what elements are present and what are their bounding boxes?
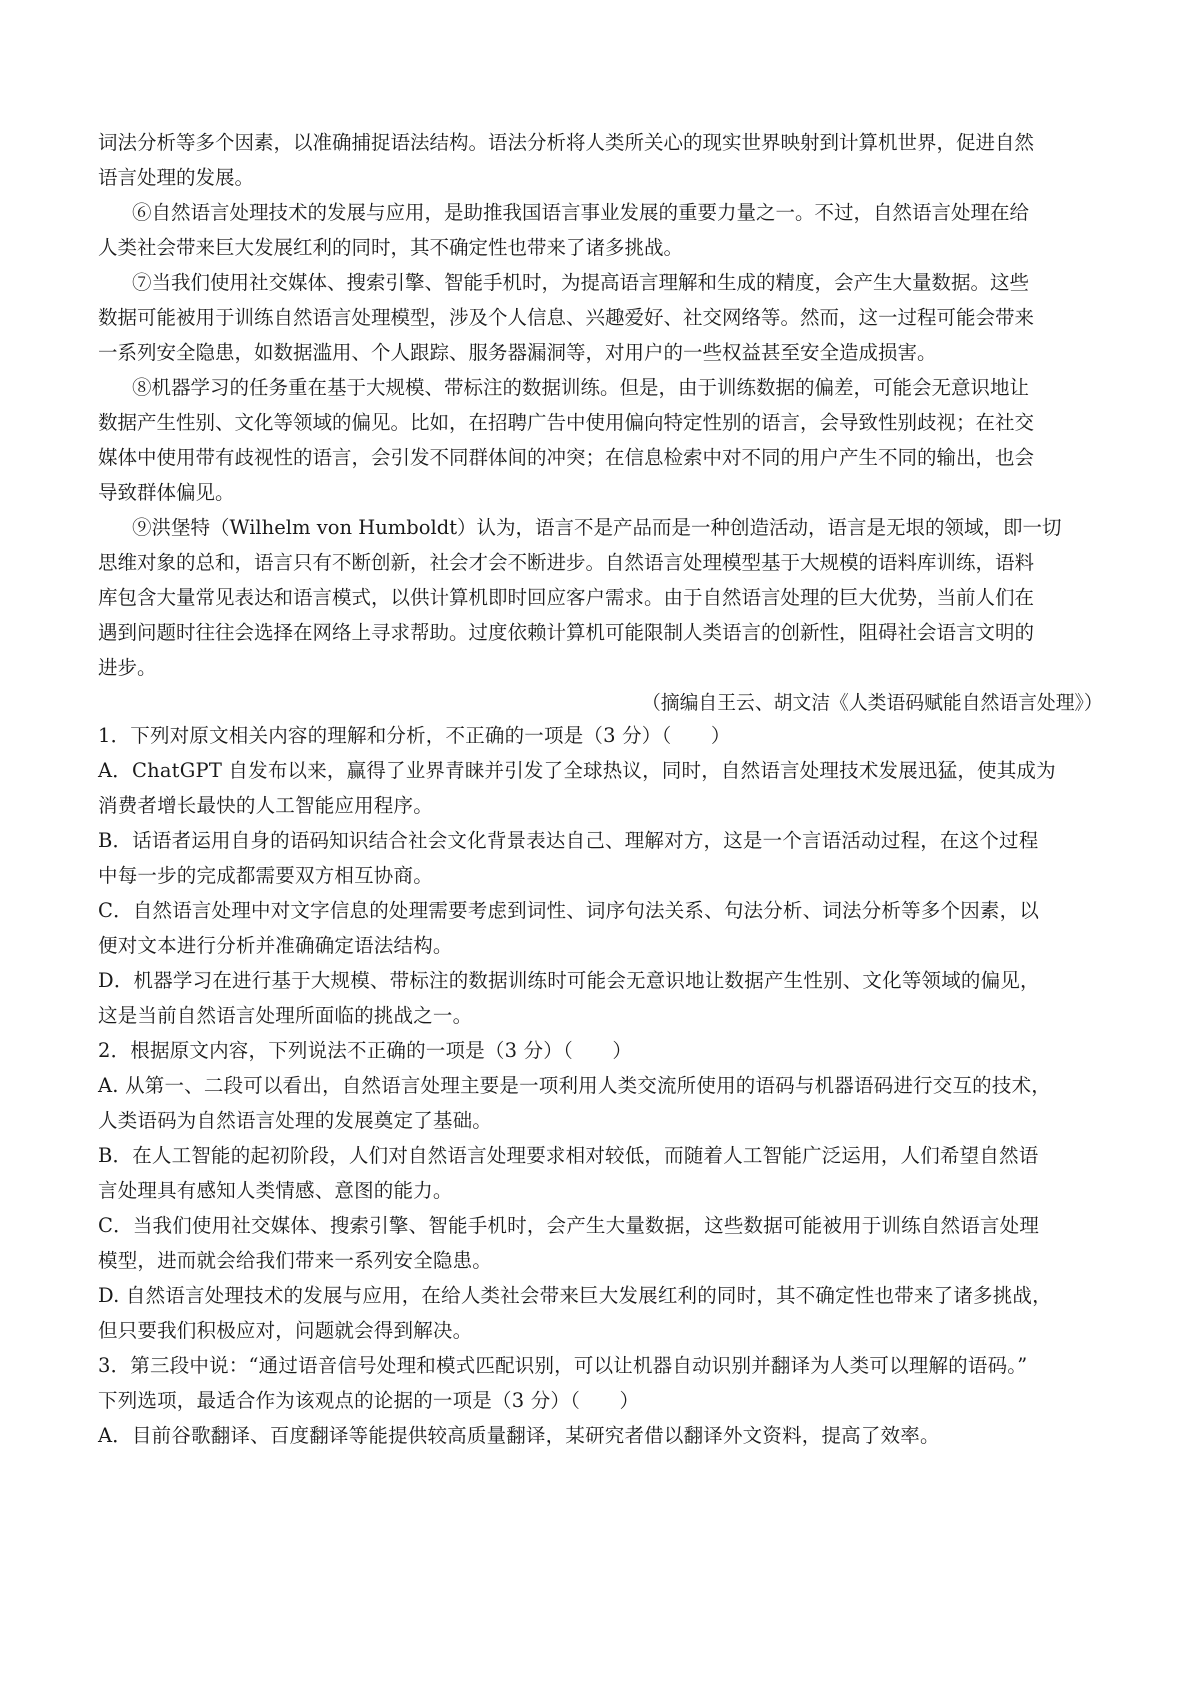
passage-line: 遇到问题时往往会选择在网络上寻求帮助。过度依赖计算机可能限制人类语言的创新性，阻碍社会语言文明的 — [98, 621, 1035, 644]
passage-line: 导致群体偏见。 — [98, 481, 235, 504]
question-2-option-d: D. 自然语言处理技术的发展与应用，在给人类社会带来巨大发展红利的同时，其不确定性也带来了诸多挑战， — [98, 1284, 1052, 1307]
passage-line: 词法分析等多个因素，以准确捕捉语法结构。语法分析将人类所关心的现实世界映射到计算机世界，促进自然 — [98, 131, 1035, 154]
passage-line: 语言处理的发展。 — [98, 166, 255, 189]
source-citation: （摘编自王云、胡文洁《人类语码赋能自然语言处理》） — [642, 691, 1103, 714]
question-2-option-c-cont: 模型，进而就会给我们带来一系列安全隐患。 — [98, 1249, 493, 1272]
question-1-stem: 1．下列对原文相关内容的理解和分析，不正确的一项是（3 分）（ ） — [98, 724, 731, 747]
question-3-option-a: A．目前谷歌翻译、百度翻译等能提供较高质量翻译，某研究者借以翻译外文资料，提高了效率。 — [98, 1424, 940, 1447]
question-1-option-a: A．ChatGPT 自发布以来，赢得了业界青睐并引发了全球热议，同时，自然语言处理技术发展迅猛，使其成为 — [98, 759, 1056, 782]
paragraph-9: ⑨洪堡特（Wilhelm von Humboldt）认为，语言不是产品而是一种创造活动，语言是无垠的领域，即一切 — [132, 516, 1062, 539]
question-2-option-b: B．在人工智能的起初阶段，人们对自然语言处理要求相对较低，而随着人工智能广泛运用，人们希望自然语 — [98, 1144, 1039, 1167]
question-1-option-d: D．机器学习在进行基于大规模、带标注的数据训练时可能会无意识地让数据产生性别、文化等领域的偏见， — [98, 969, 1040, 992]
question-2-option-b-cont: 言处理具有感知人类情感、意图的能力。 — [98, 1179, 453, 1202]
passage-line: 进步。 — [98, 656, 157, 679]
question-2-option-c: C．当我们使用社交媒体、搜索引擎、智能手机时，会产生大量数据，这些数据可能被用于训练自然语言处理 — [98, 1214, 1040, 1237]
passage-line: 媒体中使用带有歧视性的语言，会引发不同群体间的冲突；在信息检索中对不同的用户产生不同的输出，也会 — [98, 446, 1035, 469]
question-1-option-b: B．话语者运用自身的语码知识结合社会文化背景表达自己、理解对方，这是一个言语活动过程，在这个过程 — [98, 829, 1039, 852]
question-1-option-b-cont: 中每一步的完成都需要双方相互协商。 — [98, 864, 433, 887]
paragraph-7: ⑦当我们使用社交媒体、搜索引擎、智能手机时，为提高语言理解和生成的精度，会产生大量数据。这些 — [132, 271, 1030, 294]
question-3-stem-cont: 下列选项，最适合作为该观点的论据的一项是（3 分）（ ） — [98, 1389, 640, 1412]
paragraph-6: ⑥自然语言处理技术的发展与应用，是助推我国语言事业发展的重要力量之一。不过，自然语言处理在给 — [132, 201, 1030, 224]
passage-line: 人类社会带来巨大发展红利的同时，其不确定性也带来了诸多挑战。 — [98, 236, 684, 259]
question-3-stem: 3．第三段中说：“通过语音信号处理和模式匹配识别，可以让机器自动识别并翻译为人类可以理解的语码。” — [98, 1354, 1028, 1377]
question-1-option-d-cont: 这是当前自然语言处理所面临的挑战之一。 — [98, 1004, 473, 1027]
question-1-option-c-cont: 便对文本进行分析并准确确定语法结构。 — [98, 934, 453, 957]
passage-line: 库包含大量常见表达和语言模式，以供计算机即时回应客户需求。由于自然语言处理的巨大优势，当前人们在 — [98, 586, 1035, 609]
passage-line: 思维对象的总和，语言只有不断创新，社会才会不断进步。自然语言处理模型基于大规模的语料库训练，语料 — [98, 551, 1035, 574]
question-2-stem: 2．根据原文内容，下列说法不正确的一项是（3 分）（ ） — [98, 1039, 633, 1062]
paragraph-8: ⑧机器学习的任务重在基于大规模、带标注的数据训练。但是，由于训练数据的偏差，可能会无意识地让 — [132, 376, 1030, 399]
question-1-option-c: C．自然语言处理中对文字信息的处理需要考虑到词性、词序句法关系、句法分析、词法分析等多个因素，以 — [98, 899, 1040, 922]
passage-line: 一系列安全隐患，如数据滥用、个人跟踪、服务器漏洞等，对用户的一些权益甚至安全造成损害。 — [98, 341, 937, 364]
question-2-option-a: A. 从第一、二段可以看出，自然语言处理主要是一项利用人类交流所使用的语码与机器语码进行交互的技术， — [98, 1074, 1051, 1097]
question-1-option-a-cont: 消费者增长最快的人工智能应用程序。 — [98, 794, 433, 817]
question-2-option-d-cont: 但只要我们积极应对，问题就会得到解决。 — [98, 1319, 473, 1342]
question-2-option-a-cont: 人类语码为自然语言处理的发展奠定了基础。 — [98, 1109, 493, 1132]
passage-line: 数据产生性别、文化等领域的偏见。比如，在招聘广告中使用偏向特定性别的语言，会导致性别歧视；在社交 — [98, 411, 1035, 434]
passage-line: 数据可能被用于训练自然语言处理模型，涉及个人信息、兴趣爱好、社交网络等。然而，这一过程可能会带来 — [98, 306, 1035, 329]
